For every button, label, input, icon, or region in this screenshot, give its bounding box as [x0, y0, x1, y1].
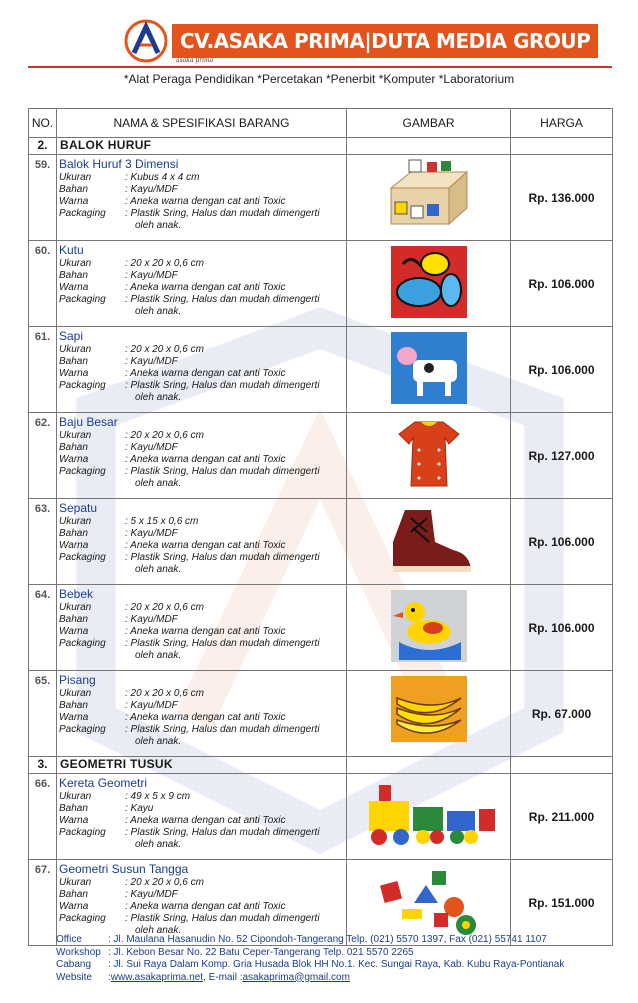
category-empty-cell: [511, 757, 613, 774]
product-number: 62.: [29, 413, 57, 499]
spec-label-color: Warna: [59, 368, 89, 379]
product-name: Baju Besar: [59, 415, 118, 429]
services-line: *Alat Peraga Pendidikan *Percetakan *Penerbit *Komputer *Laboratorium: [123, 72, 515, 86]
product-number: 61.: [29, 327, 57, 413]
spec-label-color: Warna: [59, 815, 89, 826]
spec-label-packaging: Packaging: [59, 294, 106, 305]
spec-label-material: Bahan: [59, 614, 88, 625]
col-header-price: HARGA: [511, 109, 613, 138]
spec-packaging-cont: oleh anak.: [135, 306, 182, 317]
spec-label-size: Ukuran: [59, 258, 92, 269]
spec-packaging-cont: oleh anak.: [135, 839, 182, 850]
spec-label-size: Ukuran: [59, 516, 92, 527]
product-spec-cell: [57, 585, 347, 671]
col-header-image: GAMBAR: [347, 109, 511, 138]
product-spec-cell: [57, 241, 347, 327]
spec-packaging: : Plastik Sring, Halus dan mudah dimengerti: [125, 638, 320, 649]
spec-material: : Kayu/MDF: [125, 700, 178, 711]
spec-label-size: Ukuran: [59, 791, 92, 802]
spec-packaging-cont: oleh anak.: [135, 564, 182, 575]
spec-color: : Aneka warna dengan cat anti Toxic: [125, 815, 286, 826]
footer-office-label: Office: [56, 934, 82, 945]
product-number: 63.: [29, 499, 57, 585]
spec-packaging: : Plastik Sring, Halus dan mudah dimengerti: [125, 380, 320, 391]
spec-label-color: Warna: [59, 282, 89, 293]
spec-color: : Aneka warna dengan cat anti Toxic: [125, 368, 286, 379]
spec-material: : Kayu: [125, 803, 154, 814]
footer-workshop-label: Workshop: [56, 946, 101, 958]
spec-size: : 5 x 15 x 0,6 cm: [125, 516, 199, 527]
product-spec: [59, 791, 344, 851]
product-number: 59.: [29, 155, 57, 241]
spec-label-color: Warna: [59, 712, 89, 723]
header-divider: [28, 66, 612, 68]
spec-size: : 20 x 20 x 0,6 cm: [125, 877, 204, 888]
category-row: [29, 757, 613, 774]
table-header-row: [29, 109, 613, 138]
spec-label-size: Ukuran: [59, 602, 92, 613]
product-row: [29, 774, 613, 860]
email-link[interactable]: asakaprima@gmail.com: [242, 971, 350, 983]
spec-packaging-cont: oleh anak.: [135, 650, 182, 661]
product-image-cell: [347, 241, 511, 327]
product-name: Sepatu: [59, 501, 98, 515]
col-header-no: NO.: [29, 109, 57, 138]
spec-label-packaging: Packaging: [59, 827, 106, 838]
product-price: Rp. 106.000: [511, 327, 613, 413]
spec-packaging: : Plastik Sring, Halus dan mudah dimengerti: [125, 208, 320, 219]
spec-color: : Aneka warna dengan cat anti Toxic: [125, 454, 286, 465]
product-row: [29, 155, 613, 241]
spec-material: : Kayu/MDF: [125, 184, 178, 195]
spec-packaging-cont: oleh anak.: [135, 478, 182, 489]
product-price: Rp. 151.000: [511, 860, 613, 946]
spec-label-color: Warna: [59, 196, 89, 207]
spec-packaging: : Plastik Sring, Halus dan mudah dimengerti: [125, 913, 320, 924]
spec-label-color: Warna: [59, 454, 89, 465]
product-name: Balok Huruf 3 Dimensi: [59, 157, 179, 171]
col-header-name: NAMA & SPESIFIKASI BARANG: [57, 109, 347, 138]
address-footer: [56, 934, 564, 984]
spec-color: : Aneka warna dengan cat anti Toxic: [125, 626, 286, 637]
footer-website-label: Website: [56, 971, 92, 983]
product-spec: [59, 688, 344, 748]
product-spec: [59, 430, 344, 490]
spec-label-packaging: Packaging: [59, 466, 106, 477]
product-row: [29, 499, 613, 585]
spec-packaging-cont: oleh anak.: [135, 220, 182, 231]
spec-packaging: : Plastik Sring, Halus dan mudah dimengerti: [125, 552, 320, 563]
product-spec: [59, 516, 344, 576]
product-spec-cell: [57, 860, 347, 946]
spec-packaging: : Plastik Sring, Halus dan mudah dimengerti: [125, 466, 320, 477]
spec-label-packaging: Packaging: [59, 552, 106, 563]
price-table: [28, 108, 613, 946]
spec-packaging: : Plastik Sring, Halus dan mudah dimengerti: [125, 724, 320, 735]
product-image-cell: [347, 327, 511, 413]
spec-label-material: Bahan: [59, 700, 88, 711]
spec-color: : Aneka warna dengan cat anti Toxic: [125, 196, 286, 207]
asaka-logo-icon: [124, 19, 168, 63]
category-empty-cell: [347, 138, 511, 155]
spec-label-packaging: Packaging: [59, 208, 106, 219]
category-name: GEOMETRI TUSUK: [57, 757, 347, 774]
product-number: 64.: [29, 585, 57, 671]
product-image-cell: [347, 671, 511, 757]
product-number: 66.: [29, 774, 57, 860]
product-price: Rp. 211.000: [511, 774, 613, 860]
product-spec-cell: [57, 774, 347, 860]
product-price: Rp. 136.000: [511, 155, 613, 241]
spec-material: : Kayu/MDF: [125, 270, 178, 281]
spec-label-material: Bahan: [59, 184, 88, 195]
category-number: 3.: [29, 757, 57, 774]
spec-label-packaging: Packaging: [59, 913, 106, 924]
footer-cabang: : Jl. Sui Raya Dalam Komp. Gria Husada Blok HH No.1. Kec. Sungai Raya, Kab. Kubu Raya-Pontianak: [108, 959, 565, 970]
spec-label-material: Bahan: [59, 889, 88, 900]
product-image-cell: [347, 155, 511, 241]
category-row: [29, 138, 613, 155]
spec-label-size: Ukuran: [59, 877, 92, 888]
spec-label-material: Bahan: [59, 356, 88, 367]
category-empty-cell: [511, 138, 613, 155]
spec-packaging: : Plastik Sring, Halus dan mudah dimengerti: [125, 827, 320, 838]
product-price: Rp. 127.000: [511, 413, 613, 499]
spec-color: : Aneka warna dengan cat anti Toxic: [125, 901, 286, 912]
product-row: [29, 413, 613, 499]
product-image-cell: [347, 499, 511, 585]
product-row: [29, 585, 613, 671]
product-name: Kereta Geometri: [59, 776, 148, 790]
spec-label-material: Bahan: [59, 442, 88, 453]
spec-size: : Kubus 4 x 4 cm: [125, 172, 200, 183]
spec-size: : 20 x 20 x 0,6 cm: [125, 344, 204, 355]
spec-label-size: Ukuran: [59, 688, 92, 699]
spec-label-material: Bahan: [59, 270, 88, 281]
spec-packaging-cont: oleh anak.: [135, 392, 182, 403]
product-price: Rp. 106.000: [511, 499, 613, 585]
logo-subtitle: asaka prima: [176, 57, 214, 64]
category-number: 2.: [29, 138, 57, 155]
spec-packaging-cont: oleh anak.: [135, 736, 182, 747]
footer-workshop: : Jl. Kebon Besar No. 22 Batu Ceper-Tangerang Telp. 021 5570 2265: [108, 946, 414, 958]
product-spec-cell: [57, 413, 347, 499]
product-row: [29, 671, 613, 757]
footer-office: : Jl. Maulana Hasanudin No. 52 Cipondoh-Tangerang Telp. (021) 5570 1397, Fax (021) 55741 1107: [108, 934, 547, 945]
spec-size: : 20 x 20 x 0,6 cm: [125, 258, 204, 269]
product-spec-cell: [57, 671, 347, 757]
spec-label-material: Bahan: [59, 803, 88, 814]
product-spec-cell: [57, 327, 347, 413]
product-spec: [59, 602, 344, 662]
spec-label-packaging: Packaging: [59, 638, 106, 649]
spec-color: : Aneka warna dengan cat anti Toxic: [125, 282, 286, 293]
spec-color: : Aneka warna dengan cat anti Toxic: [125, 712, 286, 723]
spec-packaging: : Plastik Sring, Halus dan mudah dimengerti: [125, 294, 320, 305]
spec-label-color: Warna: [59, 540, 89, 551]
spec-size: : 20 x 20 x 0,6 cm: [125, 688, 204, 699]
category-empty-cell: [347, 757, 511, 774]
spec-color: : Aneka warna dengan cat anti Toxic: [125, 540, 286, 551]
footer-cabang-label: Cabang: [56, 959, 92, 970]
product-name: Geometri Susun Tangga: [59, 862, 189, 876]
spec-label-size: Ukuran: [59, 172, 92, 183]
website-link[interactable]: www.asakaprima.net: [110, 971, 204, 983]
product-name: Pisang: [59, 673, 96, 687]
product-row: [29, 860, 613, 946]
product-image-cell: [347, 585, 511, 671]
footer-website-sep: :: [108, 971, 111, 983]
brand-name: CV.ASAKA PRIMA|DUTA MEDIA GROUP: [172, 24, 598, 58]
spec-packaging-cont: oleh anak.: [135, 925, 182, 936]
spec-label-size: Ukuran: [59, 344, 92, 355]
product-spec: [59, 258, 344, 318]
spec-material: : Kayu/MDF: [125, 528, 178, 539]
product-image-cell: [347, 774, 511, 860]
product-image-cell: [347, 860, 511, 946]
spec-label-color: Warna: [59, 901, 89, 912]
spec-material: : Kayu/MDF: [125, 614, 178, 625]
product-name: Kutu: [59, 243, 84, 257]
spec-label-color: Warna: [59, 626, 89, 637]
spec-size: : 49 x 5 x 9 cm: [125, 791, 191, 802]
product-spec: [59, 877, 344, 937]
product-price: Rp. 106.000: [511, 241, 613, 327]
product-row: [29, 327, 613, 413]
footer-email-sep: , E-mail :: [203, 971, 243, 983]
product-spec-cell: [57, 499, 347, 585]
product-price: Rp. 106.000: [511, 585, 613, 671]
spec-material: : Kayu/MDF: [125, 356, 178, 367]
letterhead: [0, 0, 638, 100]
product-number: 67.: [29, 860, 57, 946]
product-name: Bebek: [59, 587, 94, 601]
product-spec: [59, 344, 344, 404]
product-name: Sapi: [59, 329, 84, 343]
spec-size: : 20 x 20 x 0,6 cm: [125, 602, 204, 613]
product-number: 65.: [29, 671, 57, 757]
product-spec: [59, 172, 344, 232]
product-number: 60.: [29, 241, 57, 327]
spec-label-packaging: Packaging: [59, 380, 106, 391]
product-image-cell: [347, 413, 511, 499]
product-spec-cell: [57, 155, 347, 241]
product-row: [29, 241, 613, 327]
spec-material: : Kayu/MDF: [125, 889, 178, 900]
spec-material: : Kayu/MDF: [125, 442, 178, 453]
spec-size: : 20 x 20 x 0,6 cm: [125, 430, 204, 441]
spec-label-material: Bahan: [59, 528, 88, 539]
product-price: Rp. 67.000: [511, 671, 613, 757]
spec-label-packaging: Packaging: [59, 724, 106, 735]
category-name: BALOK HURUF: [57, 138, 347, 155]
spec-label-size: Ukuran: [59, 430, 92, 441]
